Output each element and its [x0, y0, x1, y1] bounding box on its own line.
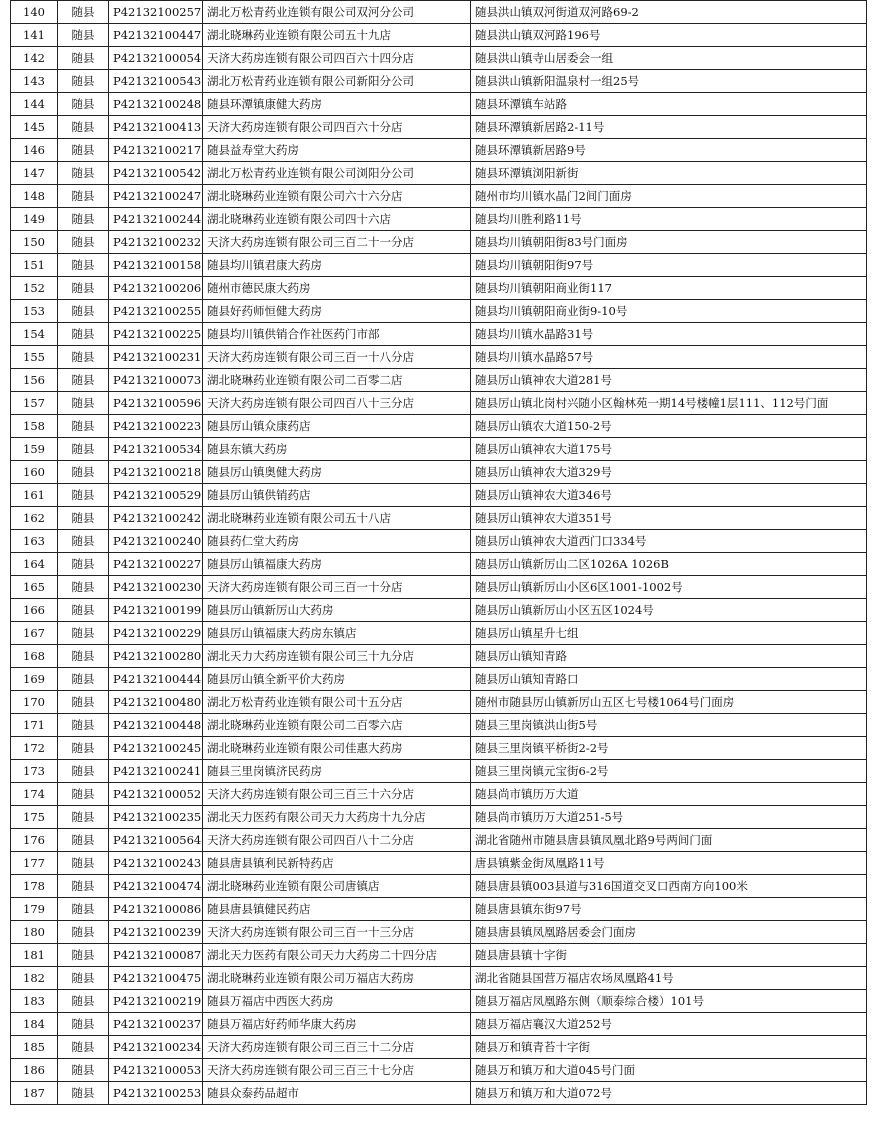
county-cell: 随县 — [58, 93, 109, 116]
table-row — [11, 875, 867, 898]
row-number-cell: 155 — [11, 346, 58, 369]
county-cell: 随县 — [58, 783, 109, 806]
license-code-cell: P42132100217 — [109, 139, 203, 162]
address-cell: 随县万和镇万和大道045号门面 — [471, 1059, 867, 1082]
pharmacy-name-cell: 湖北晓琳药业连锁有限公司四十六店 — [203, 208, 471, 231]
row-number-cell: 186 — [11, 1059, 58, 1082]
license-code-cell: P42132100257 — [109, 1, 203, 24]
address-cell: 随县尚市镇历万大道 — [471, 783, 867, 806]
pharmacy-name-cell: 随县环潭镇康健大药房 — [203, 93, 471, 116]
table-row — [11, 806, 867, 829]
pharmacy-name-cell: 随县三里岗镇济民药房 — [203, 760, 471, 783]
row-number-cell: 179 — [11, 898, 58, 921]
row-number-cell: 149 — [11, 208, 58, 231]
license-code-cell: P42132100237 — [109, 1013, 203, 1036]
county-cell: 随县 — [58, 346, 109, 369]
table-row — [11, 622, 867, 645]
table-row — [11, 1036, 867, 1059]
table-row — [11, 139, 867, 162]
pharmacy-name-cell: 天济大药房连锁有限公司三百一十三分店 — [203, 921, 471, 944]
pharmacy-registry-table — [10, 0, 867, 1105]
address-cell: 随县厉山镇神农大道329号 — [471, 461, 867, 484]
address-cell: 随县厉山镇知青路口 — [471, 668, 867, 691]
row-number-cell: 170 — [11, 691, 58, 714]
address-cell: 随县厉山镇神农大道175号 — [471, 438, 867, 461]
row-number-cell: 176 — [11, 829, 58, 852]
address-cell: 随县厉山镇神农大道346号 — [471, 484, 867, 507]
license-code-cell: P42132100227 — [109, 553, 203, 576]
table-row — [11, 668, 867, 691]
pharmacy-name-cell: 天济大药房连锁有限公司三百三十七分店 — [203, 1059, 471, 1082]
county-cell: 随县 — [58, 990, 109, 1013]
county-cell: 随县 — [58, 921, 109, 944]
license-code-cell: P42132100231 — [109, 346, 203, 369]
county-cell: 随县 — [58, 231, 109, 254]
row-number-cell: 159 — [11, 438, 58, 461]
license-code-cell: P42132100240 — [109, 530, 203, 553]
row-number-cell: 183 — [11, 990, 58, 1013]
table-row — [11, 737, 867, 760]
address-cell: 随县三里岗镇元宝街6-2号 — [471, 760, 867, 783]
address-cell: 随州市均川镇水晶门2间门面房 — [471, 185, 867, 208]
pharmacy-name-cell: 湖北晓琳药业连锁有限公司六十六分店 — [203, 185, 471, 208]
pharmacy-name-cell: 天济大药房连锁有限公司四百八十三分店 — [203, 392, 471, 415]
pharmacy-name-cell: 随县厉山镇供销药店 — [203, 484, 471, 507]
table-row — [11, 852, 867, 875]
address-cell: 随县洪山镇新阳温泉村一组25号 — [471, 70, 867, 93]
county-cell: 随县 — [58, 668, 109, 691]
row-number-cell: 167 — [11, 622, 58, 645]
table-row — [11, 714, 867, 737]
county-cell: 随县 — [58, 415, 109, 438]
county-cell: 随县 — [58, 714, 109, 737]
license-code-cell: P42132100054 — [109, 47, 203, 70]
county-cell: 随县 — [58, 369, 109, 392]
county-cell: 随县 — [58, 645, 109, 668]
row-number-cell: 148 — [11, 185, 58, 208]
license-code-cell: P42132100475 — [109, 967, 203, 990]
table-row — [11, 1013, 867, 1036]
license-code-cell: P42132100087 — [109, 944, 203, 967]
address-cell: 随县厉山镇星升七组 — [471, 622, 867, 645]
row-number-cell: 177 — [11, 852, 58, 875]
row-number-cell: 185 — [11, 1036, 58, 1059]
license-code-cell: P42132100280 — [109, 645, 203, 668]
license-code-cell: P42132100253 — [109, 1082, 203, 1105]
row-number-cell: 161 — [11, 484, 58, 507]
address-cell: 随县均川镇朝阳商业街9-10号 — [471, 300, 867, 323]
license-code-cell: P42132100242 — [109, 507, 203, 530]
pharmacy-name-cell: 湖北天力医药有限公司天力大药房二十四分店 — [203, 944, 471, 967]
table-row — [11, 162, 867, 185]
license-code-cell: P42132100248 — [109, 93, 203, 116]
row-number-cell: 140 — [11, 1, 58, 24]
row-number-cell: 162 — [11, 507, 58, 530]
row-number-cell: 152 — [11, 277, 58, 300]
address-cell: 湖北省随州市随县唐县镇凤凰北路9号两间门面 — [471, 829, 867, 852]
table-row — [11, 369, 867, 392]
table-row — [11, 231, 867, 254]
table-row — [11, 990, 867, 1013]
county-cell: 随县 — [58, 760, 109, 783]
license-code-cell: P42132100235 — [109, 806, 203, 829]
row-number-cell: 169 — [11, 668, 58, 691]
row-number-cell: 166 — [11, 599, 58, 622]
address-cell: 随县环潭镇新居路9号 — [471, 139, 867, 162]
pharmacy-name-cell: 随县厉山镇全新平价大药房 — [203, 668, 471, 691]
license-code-cell: P42132100564 — [109, 829, 203, 852]
county-cell: 随县 — [58, 1082, 109, 1105]
county-cell: 随县 — [58, 576, 109, 599]
row-number-cell: 184 — [11, 1013, 58, 1036]
license-code-cell: P42132100447 — [109, 24, 203, 47]
license-code-cell: P42132100543 — [109, 70, 203, 93]
address-cell: 随县环潭镇新居路2-11号 — [471, 116, 867, 139]
address-cell: 随县厉山镇新厉山小区五区1024号 — [471, 599, 867, 622]
row-number-cell: 173 — [11, 760, 58, 783]
county-cell: 随县 — [58, 507, 109, 530]
license-code-cell: P42132100223 — [109, 415, 203, 438]
address-cell: 随县环潭镇车站路 — [471, 93, 867, 116]
license-code-cell: P42132100229 — [109, 622, 203, 645]
row-number-cell: 174 — [11, 783, 58, 806]
table-row — [11, 392, 867, 415]
table-row — [11, 116, 867, 139]
table-row — [11, 1082, 867, 1105]
license-code-cell: P42132100444 — [109, 668, 203, 691]
row-number-cell: 157 — [11, 392, 58, 415]
address-cell: 随县洪山镇寺山居委会一组 — [471, 47, 867, 70]
table-row — [11, 691, 867, 714]
row-number-cell: 158 — [11, 415, 58, 438]
row-number-cell: 168 — [11, 645, 58, 668]
license-code-cell: P42132100241 — [109, 760, 203, 783]
row-number-cell: 171 — [11, 714, 58, 737]
pharmacy-name-cell: 天济大药房连锁有限公司四百八十二分店 — [203, 829, 471, 852]
table-row — [11, 576, 867, 599]
pharmacy-name-cell: 随县益寿堂大药房 — [203, 139, 471, 162]
address-cell: 随县环潭镇浏阳新街 — [471, 162, 867, 185]
county-cell: 随县 — [58, 300, 109, 323]
county-cell: 随县 — [58, 622, 109, 645]
county-cell: 随县 — [58, 162, 109, 185]
pharmacy-name-cell: 天济大药房连锁有限公司三百三十六分店 — [203, 783, 471, 806]
address-cell: 随州市随县厉山镇新厉山五区七号楼1064号门面房 — [471, 691, 867, 714]
county-cell: 随县 — [58, 1059, 109, 1082]
address-cell: 随县厉山镇知青路 — [471, 645, 867, 668]
table-row — [11, 254, 867, 277]
county-cell: 随县 — [58, 116, 109, 139]
pharmacy-name-cell: 随县唐县镇利民新特药店 — [203, 852, 471, 875]
license-code-cell: P42132100255 — [109, 300, 203, 323]
pharmacy-name-cell: 天济大药房连锁有限公司四百六十四分店 — [203, 47, 471, 70]
table-row — [11, 346, 867, 369]
row-number-cell: 187 — [11, 1082, 58, 1105]
address-cell: 随县三里岗镇洪山街5号 — [471, 714, 867, 737]
county-cell: 随县 — [58, 24, 109, 47]
pharmacy-name-cell: 随县药仁堂大药房 — [203, 530, 471, 553]
address-cell: 随县均川镇水晶路31号 — [471, 323, 867, 346]
address-cell: 随县三里岗镇平桥街2-2号 — [471, 737, 867, 760]
pharmacy-name-cell: 天济大药房连锁有限公司三百一十八分店 — [203, 346, 471, 369]
county-cell: 随县 — [58, 461, 109, 484]
license-code-cell: P42132100244 — [109, 208, 203, 231]
pharmacy-name-cell: 湖北天力医药有限公司天力大药房十九分店 — [203, 806, 471, 829]
license-code-cell: P42132100413 — [109, 116, 203, 139]
address-cell: 随县万和镇青苔十字街 — [471, 1036, 867, 1059]
pharmacy-name-cell: 湖北万松青药业连锁有限公司新阳分公司 — [203, 70, 471, 93]
row-number-cell: 146 — [11, 139, 58, 162]
pharmacy-name-cell: 天济大药房连锁有限公司三百一十分店 — [203, 576, 471, 599]
pharmacy-name-cell: 随县厉山镇福康大药房 — [203, 553, 471, 576]
table-row — [11, 507, 867, 530]
license-code-cell: P42132100218 — [109, 461, 203, 484]
table-row — [11, 1059, 867, 1082]
license-code-cell: P42132100073 — [109, 369, 203, 392]
address-cell: 随县厉山镇新厉山二区1026A 1026B — [471, 553, 867, 576]
license-code-cell: P42132100232 — [109, 231, 203, 254]
address-cell: 随县唐县镇凤凰路居委会门面房 — [471, 921, 867, 944]
license-code-cell: P42132100052 — [109, 783, 203, 806]
license-code-cell: P42132100474 — [109, 875, 203, 898]
table-row — [11, 898, 867, 921]
address-cell: 随县均川镇朝阳商业街117 — [471, 277, 867, 300]
license-code-cell: P42132100596 — [109, 392, 203, 415]
license-code-cell: P42132100053 — [109, 1059, 203, 1082]
county-cell: 随县 — [58, 1036, 109, 1059]
row-number-cell: 151 — [11, 254, 58, 277]
county-cell: 随县 — [58, 530, 109, 553]
row-number-cell: 153 — [11, 300, 58, 323]
county-cell: 随县 — [58, 139, 109, 162]
license-code-cell: P42132100086 — [109, 898, 203, 921]
row-number-cell: 164 — [11, 553, 58, 576]
address-cell: 随县万和镇万和大道072号 — [471, 1082, 867, 1105]
table-row — [11, 461, 867, 484]
address-cell: 随县唐县镇十字街 — [471, 944, 867, 967]
registry-table-body — [11, 1, 867, 1105]
county-cell: 随县 — [58, 254, 109, 277]
county-cell: 随县 — [58, 323, 109, 346]
pharmacy-name-cell: 随县厉山镇奥健大药房 — [203, 461, 471, 484]
table-row — [11, 944, 867, 967]
county-cell: 随县 — [58, 944, 109, 967]
pharmacy-name-cell: 湖北晓琳药业连锁有限公司万福店大药房 — [203, 967, 471, 990]
table-row — [11, 829, 867, 852]
pharmacy-name-cell: 湖北晓琳药业连锁有限公司二百零二店 — [203, 369, 471, 392]
row-number-cell: 181 — [11, 944, 58, 967]
address-cell: 随县万福店襄汉大道252号 — [471, 1013, 867, 1036]
address-cell: 唐县镇紫金街凤凰路11号 — [471, 852, 867, 875]
table-row — [11, 300, 867, 323]
row-number-cell: 160 — [11, 461, 58, 484]
table-row — [11, 277, 867, 300]
table-row — [11, 208, 867, 231]
county-cell: 随县 — [58, 852, 109, 875]
license-code-cell: P42132100247 — [109, 185, 203, 208]
address-cell: 随县厉山镇神农大道281号 — [471, 369, 867, 392]
address-cell: 随县唐县镇东街97号 — [471, 898, 867, 921]
license-code-cell: P42132100529 — [109, 484, 203, 507]
county-cell: 随县 — [58, 484, 109, 507]
county-cell: 随县 — [58, 392, 109, 415]
county-cell: 随县 — [58, 185, 109, 208]
pharmacy-name-cell: 天济大药房连锁有限公司三百二十一分店 — [203, 231, 471, 254]
pharmacy-name-cell: 随县万福店中西医大药房 — [203, 990, 471, 1013]
county-cell: 随县 — [58, 737, 109, 760]
pharmacy-name-cell: 天济大药房连锁有限公司三百三十二分店 — [203, 1036, 471, 1059]
table-row — [11, 1, 867, 24]
county-cell: 随县 — [58, 47, 109, 70]
row-number-cell: 143 — [11, 70, 58, 93]
row-number-cell: 150 — [11, 231, 58, 254]
license-code-cell: P42132100243 — [109, 852, 203, 875]
table-row — [11, 415, 867, 438]
county-cell: 随县 — [58, 1, 109, 24]
license-code-cell: P42132100448 — [109, 714, 203, 737]
table-row — [11, 530, 867, 553]
row-number-cell: 163 — [11, 530, 58, 553]
pharmacy-name-cell: 随县东镇大药房 — [203, 438, 471, 461]
county-cell: 随县 — [58, 70, 109, 93]
row-number-cell: 165 — [11, 576, 58, 599]
address-cell: 随县厉山镇北岗村兴随小区翰林苑一期14号楼幢1层111、112号门面 — [471, 392, 867, 415]
pharmacy-name-cell: 随州市德民康大药房 — [203, 277, 471, 300]
license-code-cell: P42132100480 — [109, 691, 203, 714]
pharmacy-name-cell: 湖北万松青药业连锁有限公司十五分店 — [203, 691, 471, 714]
table-row — [11, 24, 867, 47]
row-number-cell: 141 — [11, 24, 58, 47]
table-row — [11, 783, 867, 806]
license-code-cell: P42132100219 — [109, 990, 203, 1013]
pharmacy-name-cell: 随县厉山镇福康大药房东镇店 — [203, 622, 471, 645]
table-row — [11, 70, 867, 93]
pharmacy-name-cell: 随县厉山镇新厉山大药房 — [203, 599, 471, 622]
pharmacy-name-cell: 随县唐县镇健民药店 — [203, 898, 471, 921]
table-row — [11, 645, 867, 668]
address-cell: 随县厉山镇农大道150-2号 — [471, 415, 867, 438]
table-row — [11, 599, 867, 622]
address-cell: 随县均川镇朝阳街97号 — [471, 254, 867, 277]
county-cell: 随县 — [58, 438, 109, 461]
table-row — [11, 47, 867, 70]
row-number-cell: 142 — [11, 47, 58, 70]
license-code-cell: P42132100206 — [109, 277, 203, 300]
table-row — [11, 323, 867, 346]
license-code-cell: P42132100158 — [109, 254, 203, 277]
license-code-cell: P42132100225 — [109, 323, 203, 346]
county-cell: 随县 — [58, 599, 109, 622]
pharmacy-name-cell: 湖北万松青药业连锁有限公司双河分公司 — [203, 1, 471, 24]
table-row — [11, 185, 867, 208]
county-cell: 随县 — [58, 967, 109, 990]
pharmacy-name-cell: 随县万福店好药师华康大药房 — [203, 1013, 471, 1036]
pharmacy-registry-page — [10, 0, 866, 1105]
pharmacy-name-cell: 天济大药房连锁有限公司四百六十分店 — [203, 116, 471, 139]
address-cell: 随县厉山镇神农大道351号 — [471, 507, 867, 530]
county-cell: 随县 — [58, 277, 109, 300]
county-cell: 随县 — [58, 1013, 109, 1036]
table-row — [11, 484, 867, 507]
county-cell: 随县 — [58, 806, 109, 829]
row-number-cell: 156 — [11, 369, 58, 392]
address-cell: 随县厉山镇神农大道西门口334号 — [471, 530, 867, 553]
table-row — [11, 921, 867, 944]
pharmacy-name-cell: 随县厉山镇众康药店 — [203, 415, 471, 438]
pharmacy-name-cell: 湖北晓琳药业连锁有限公司佳惠大药房 — [203, 737, 471, 760]
address-cell: 随县唐县镇003县道与316国道交叉口西南方向100米 — [471, 875, 867, 898]
address-cell: 湖北省随县国营万福店农场凤凰路41号 — [471, 967, 867, 990]
address-cell: 随县均川镇朝阳街83号门面房 — [471, 231, 867, 254]
row-number-cell: 178 — [11, 875, 58, 898]
license-code-cell: P42132100199 — [109, 599, 203, 622]
county-cell: 随县 — [58, 898, 109, 921]
pharmacy-name-cell: 湖北晓琳药业连锁有限公司五十九店 — [203, 24, 471, 47]
license-code-cell: P42132100234 — [109, 1036, 203, 1059]
pharmacy-name-cell: 湖北晓琳药业连锁有限公司二百零六店 — [203, 714, 471, 737]
table-row — [11, 438, 867, 461]
address-cell: 随县尚市镇历万大道251-5号 — [471, 806, 867, 829]
license-code-cell: P42132100245 — [109, 737, 203, 760]
table-row — [11, 760, 867, 783]
table-row — [11, 93, 867, 116]
pharmacy-name-cell: 随县好药师恒健大药房 — [203, 300, 471, 323]
county-cell: 随县 — [58, 208, 109, 231]
pharmacy-name-cell: 随县众泰药品超市 — [203, 1082, 471, 1105]
row-number-cell: 154 — [11, 323, 58, 346]
row-number-cell: 180 — [11, 921, 58, 944]
county-cell: 随县 — [58, 553, 109, 576]
address-cell: 随县厉山镇新厉山小区6区1001-1002号 — [471, 576, 867, 599]
address-cell: 随县万福店凤凰路东侧（顺泰综合楼）101号 — [471, 990, 867, 1013]
table-row — [11, 967, 867, 990]
county-cell: 随县 — [58, 875, 109, 898]
pharmacy-name-cell: 湖北晓琳药业连锁有限公司唐镇店 — [203, 875, 471, 898]
address-cell: 随县洪山镇双河街道双河路69-2 — [471, 1, 867, 24]
row-number-cell: 172 — [11, 737, 58, 760]
address-cell: 随县均川镇水晶路57号 — [471, 346, 867, 369]
address-cell: 随县洪山镇双河路196号 — [471, 24, 867, 47]
pharmacy-name-cell: 湖北晓琳药业连锁有限公司五十八店 — [203, 507, 471, 530]
county-cell: 随县 — [58, 691, 109, 714]
license-code-cell: P42132100239 — [109, 921, 203, 944]
row-number-cell: 175 — [11, 806, 58, 829]
license-code-cell: P42132100230 — [109, 576, 203, 599]
license-code-cell: P42132100542 — [109, 162, 203, 185]
pharmacy-name-cell: 随县均川镇供销合作社医药门市部 — [203, 323, 471, 346]
row-number-cell: 182 — [11, 967, 58, 990]
row-number-cell: 147 — [11, 162, 58, 185]
row-number-cell: 144 — [11, 93, 58, 116]
pharmacy-name-cell: 随县均川镇君康大药房 — [203, 254, 471, 277]
address-cell: 随县均川胜利路11号 — [471, 208, 867, 231]
pharmacy-name-cell: 湖北万松青药业连锁有限公司浏阳分公司 — [203, 162, 471, 185]
pharmacy-name-cell: 湖北天力大药房连锁有限公司三十九分店 — [203, 645, 471, 668]
county-cell: 随县 — [58, 829, 109, 852]
license-code-cell: P42132100534 — [109, 438, 203, 461]
table-row — [11, 553, 867, 576]
row-number-cell: 145 — [11, 116, 58, 139]
